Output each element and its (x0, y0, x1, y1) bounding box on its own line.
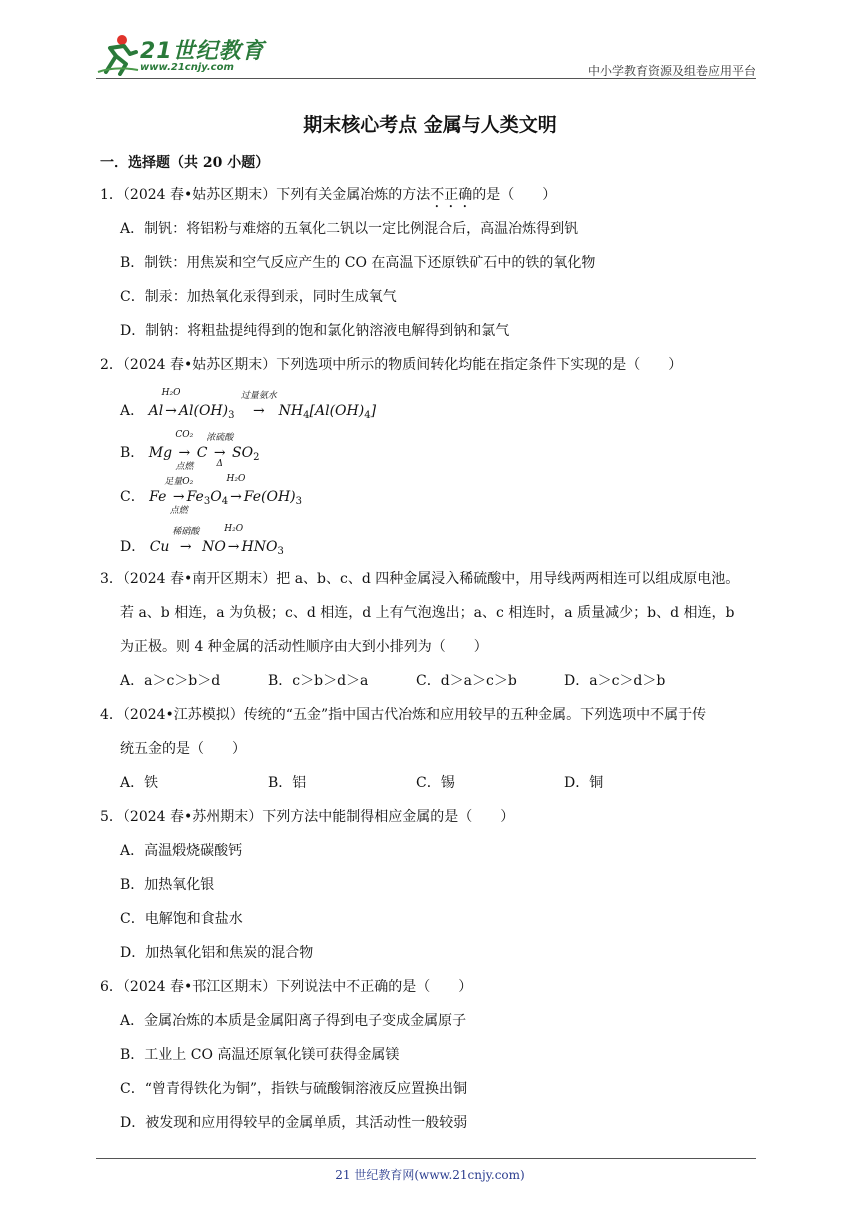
q5-option-d: D．加热氧化铝和焦炭的混合物 (120, 945, 314, 961)
q1-stem: 1．（2024 春•姑苏区期末）下列有关金属冶炼的方法不正确的是（ ） (100, 187, 557, 203)
site-logo (96, 30, 296, 78)
q4-options (120, 772, 603, 792)
platform-name: 中小学教育资源及组卷应用平台 (587, 64, 756, 78)
section-heading: 一．选择题（共 20 小题） (100, 155, 270, 171)
q3-stem-line3: 为正极。则 4 种金属的活动性顺序由大到小排列为（ ） (120, 639, 488, 655)
page-header (96, 30, 756, 78)
q4-option-a: A．铁 (120, 775, 159, 791)
runner-logo-icon (96, 32, 140, 76)
q6-option-c: C．“曾青得铁化为铜”，指铁与硫酸铜溶液反应置换出铜 (120, 1081, 468, 1097)
q4-option-c: C．锡 (416, 775, 455, 791)
q3-options (120, 670, 665, 690)
q6-stem: 6．（2024 春•邗江区期末）下列说法中不正确的是（ ） (100, 979, 473, 995)
q3-option-c: C．d＞a＞c＞b (416, 673, 517, 689)
q4-stem-line1: 4．（2024•江苏模拟）传统的“五金”指中国古代冶炼和应用较早的五种金属。下列选项中不属于传 (100, 707, 707, 723)
q6-option-d: D．被发现和应用得较早的金属单质，其活动性一般较弱 (120, 1115, 468, 1131)
logo-url: www.21cnjy.com (140, 62, 234, 73)
q6-option-a: A．金属冶炼的本质是金属阳离子得到电子变成金属原子 (120, 1013, 467, 1029)
q1-option-a: A．制钒：将铝粉与难熔的五氧化二钒以一定比例混合后，高温冶炼得到钒 (120, 221, 579, 237)
q3-stem-line1: 3．（2024 春•南开区期末）把 a、b、c、d 四种金属浸入稀硫酸中，用导线两两相连可以组成原电池。 (100, 571, 740, 587)
q3-option-d: D．a＞c＞d＞b (564, 673, 666, 689)
q3-stem-line2: 若 a、b 相连，a 为负极；c、d 相连，d 上有气泡逸出；a、c 相连时，a 质量减少；b、d 相连，b (120, 605, 735, 621)
q3-option-b: B．c＞b＞d＞a (268, 673, 369, 689)
q4-stem-line2: 统五金的是（ ） (120, 741, 246, 757)
q2-option-d: D． Cu → 稀硝酸 NO → H₂O $HNO_3$ (120, 524, 284, 557)
q5-option-a: A．高温煅烧碳酸钙 (120, 843, 243, 859)
q1-emphasis: 不正确 (430, 187, 473, 203)
q2-option-c: C． Fe → 足量O₂ 点燃 $Fe_3O_4$ → H₂O $Fe(OH)_3$ (120, 474, 303, 516)
q2-option-b: B． Mg → CO₂ 点燃 C → 浓硫酸 Δ $SO_2$ (120, 430, 260, 472)
footer-source: 21 世纪教育网(www.21cnjy.com) (335, 1168, 525, 1182)
header-divider (96, 78, 756, 79)
q5-stem: 5．（2024 春•苏州期末）下列方法中能制得相应金属的是（ ） (100, 809, 515, 825)
q4-option-b: B．铝 (268, 775, 307, 791)
page-title: 期末核心考点 金属与人类文明 (303, 114, 557, 136)
q2-stem: 2．（2024 春•姑苏区期末）下列选项中所示的物质间转化均能在指定条件下实现的是（ ） (100, 357, 683, 373)
q3-option-a: A．a＞c＞b＞d (120, 673, 221, 689)
q4-option-d: D．铜 (564, 775, 604, 791)
footer-divider (96, 1158, 756, 1159)
q5-option-c: C．电解饱和食盐水 (120, 911, 243, 927)
q5-option-b: B．加热氧化银 (120, 877, 215, 893)
q2-option-a: A． Al → H₂O $Al(OH)_3$ → 过量氨水 $NH_4[Al(OH)_4]$ (120, 388, 377, 421)
q1-option-c: C．制汞：加热氧化汞得到汞，同时生成氧气 (120, 289, 397, 305)
logo-text: 21世纪教育 (140, 39, 265, 64)
q1-option-b: B．制铁：用焦炭和空气反应产生的 CO 在高温下还原铁矿石中的铁的氧化物 (120, 255, 596, 271)
q1-option-d: D．制钠：将粗盐提纯得到的饱和氯化钠溶液电解得到钠和氯气 (120, 323, 510, 339)
q6-option-b: B．工业上 CO 高温还原氧化镁可获得金属镁 (120, 1047, 400, 1063)
